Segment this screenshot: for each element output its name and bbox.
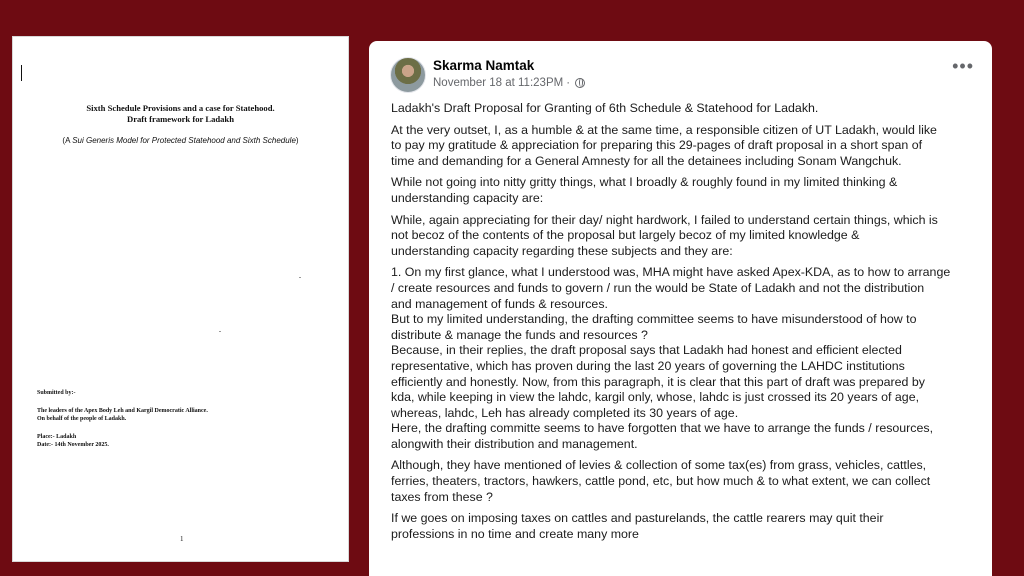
submitter-behalf: On behalf of the people of Ladakh. bbox=[37, 416, 127, 422]
page-number: 1 bbox=[180, 535, 184, 543]
post-paragraph: While, again appreciating for their day/ night hardwork, I failed to understand certain things, which is not becoz of the contents of the proposal but largely becoz of my limited knowledge & understanding capacity regarding these subjects and they are: bbox=[391, 212, 938, 258]
document-subtitle-heading: Draft framework for Ladakh bbox=[126, 114, 234, 124]
submitter-leaders: The leaders of the Apex Body Leh and Kargil Democratic Alliance. bbox=[37, 408, 208, 414]
document-place: Place:- Ladakh bbox=[37, 434, 77, 440]
facebook-post-card bbox=[369, 41, 992, 576]
post-paragraph: Although, they have mentioned of levies & collection of some tax(es) from grass, vehicles, cattles, ferries, theaters, tractors, hawkers, cattle pond, etc, but how much & to what extent, we can collect taxes from these ? bbox=[391, 458, 931, 504]
scan-speck bbox=[219, 331, 221, 332]
meta-separator: · bbox=[566, 77, 571, 89]
globe-icon bbox=[575, 78, 585, 88]
post-body bbox=[391, 101, 981, 548]
post-timestamp[interactable]: November 18 at 11:23PM bbox=[433, 77, 564, 89]
scan-speck bbox=[299, 277, 301, 278]
document-model-note: (A Sui Generis Model for Protected Statehood and Sixth Schedule) bbox=[62, 136, 299, 145]
post-meta bbox=[433, 77, 585, 89]
post-paragraph: While not going into nitty gritty things, what I broadly & roughly found in my limited thinking & understanding capacity are: bbox=[391, 175, 898, 205]
document-title: Sixth Schedule Provisions and a case for Statehood. bbox=[86, 103, 275, 113]
post-paragraph: At the very outset, I, as a humble & at the same time, a responsible citizen of UT Ladakh, would like to pay my gratitude & appreciation for preparing this 29-pages of draft proposal in a short span of time and demanding for a General Amnesty for all the detainees including Sonam Wangchuk. bbox=[391, 122, 937, 168]
avatar[interactable] bbox=[390, 57, 426, 93]
submitted-by-label: Submitted by:- bbox=[37, 390, 76, 396]
post-paragraph: 1. On my first glance, what I understood was, MHA might have asked Apex-KDA, as to how to arrange / create resources and funds to govern / run the would be State of Ladakh and not the distribution and management of funds & resources. But to my limited understanding, the drafting committee seems to have misunderstood of how to distribute & manage the funds and resources ? Because, in their replies, the draft proposal says that Ladakh had honest and efficient elected representative, which has proven during the last 20 years of governing the LAHDC institutions efficiently and honestly. Now, from this paragraph, it is clear that this part of draft was prepared by kda, while keeping in view the lahdc, kargil only, whose, lahdc is just crossed its 20 years of age, whereas, lahdc, Leh has already completed its 30 years of age. Here, the drafting committe seems to have forgotten that we have to arrange the funds / resources, alongwith their distribution and management. bbox=[391, 265, 951, 451]
post-paragraph: Ladakh's Draft Proposal for Granting of 6th Schedule & Statehood for Ladakh. bbox=[391, 101, 819, 115]
post-author-name[interactable]: Skarma Namtak bbox=[433, 58, 535, 73]
document-date: Date:- 14th November 2025. bbox=[37, 442, 109, 448]
draft-document-page bbox=[12, 36, 349, 562]
text-cursor bbox=[21, 65, 22, 81]
post-paragraph: If we goes on imposing taxes on cattles and pasturelands, the cattle rearers may quit their professions in no time and create many more bbox=[391, 511, 884, 541]
more-options-icon[interactable]: ••• bbox=[952, 56, 974, 76]
